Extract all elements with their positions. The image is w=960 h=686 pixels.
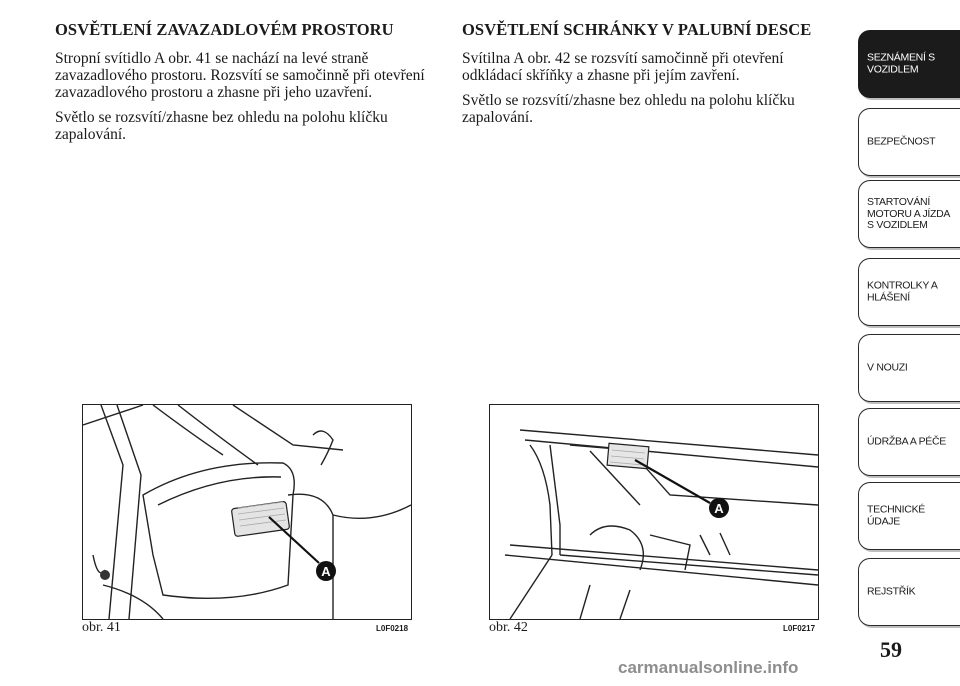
callout-marker: A bbox=[321, 564, 331, 579]
tab-label: STARTOVÁNÍ MOTORU A JÍZDA S VOZIDLEM bbox=[867, 195, 951, 231]
figure-caption: obr. 41 bbox=[82, 620, 121, 635]
figure-trunk-light-illustration bbox=[82, 404, 412, 620]
chapter-tabs-sidebar bbox=[858, 0, 960, 686]
tab-technicke-udaje[interactable] bbox=[858, 482, 960, 550]
callout-marker: A bbox=[714, 501, 724, 516]
tab-startovani[interactable] bbox=[858, 180, 960, 248]
page-number: 59 bbox=[880, 637, 902, 662]
paragraph: Svítilna A obr. 42 se rozsvítí samočinně při otevření odkládací skříňky a zhasne při jejím zavření. bbox=[462, 50, 784, 84]
tab-label: ÚDRŽBA A PÉČE bbox=[867, 435, 946, 448]
tab-label: SEZNÁMENÍ S VOZIDLEM bbox=[867, 51, 935, 75]
tab-kontrolky[interactable] bbox=[858, 258, 960, 326]
tab-label: KONTROLKY A HLÁŠENÍ bbox=[867, 279, 938, 303]
left-column bbox=[55, 20, 440, 151]
section-heading-glovebox-light: OSVĚTLENÍ SCHRÁNKY V PALUBNÍ DESCE bbox=[462, 20, 812, 39]
tab-label: REJSTŘÍK bbox=[867, 585, 916, 598]
tab-v-nouzi[interactable] bbox=[858, 334, 960, 402]
tab-label: V NOUZI bbox=[867, 361, 908, 374]
watermark: carmanualsonline.info bbox=[618, 658, 799, 677]
tab-udrzba[interactable] bbox=[858, 408, 960, 476]
paragraph: Světlo se rozsvítí/zhasne bez ohledu na polohu klíčku zapalování. bbox=[462, 92, 795, 126]
tab-label: TECHNICKÉ ÚDAJE bbox=[867, 503, 925, 527]
tab-rejstrik[interactable] bbox=[858, 558, 960, 626]
figure-glovebox-light-illustration bbox=[489, 404, 819, 620]
tab-bezpecnost[interactable] bbox=[858, 108, 960, 176]
paragraph: Stropní svítidlo A obr. 41 se nachází na levé straně zavazadlového prostoru. Rozsvítí se samočinně při otevření zavazadlového prostoru a zhasne při jeho uzavření. bbox=[55, 50, 425, 101]
section-heading-trunk-light: OSVĚTLENÍ ZAVAZADLOVÉM PROSTORU bbox=[55, 20, 394, 39]
figure-code: L0F0217 bbox=[783, 624, 816, 633]
figure-code: L0F0218 bbox=[376, 624, 409, 633]
tab-label: BEZPEČNOST bbox=[867, 135, 936, 148]
figure-caption: obr. 42 bbox=[489, 620, 528, 635]
tab-seznameni-s-vozidlem[interactable] bbox=[858, 30, 960, 98]
paragraph: Světlo se rozsvítí/zhasne bez ohledu na polohu klíčku zapalování. bbox=[55, 109, 388, 143]
right-column bbox=[462, 20, 847, 134]
